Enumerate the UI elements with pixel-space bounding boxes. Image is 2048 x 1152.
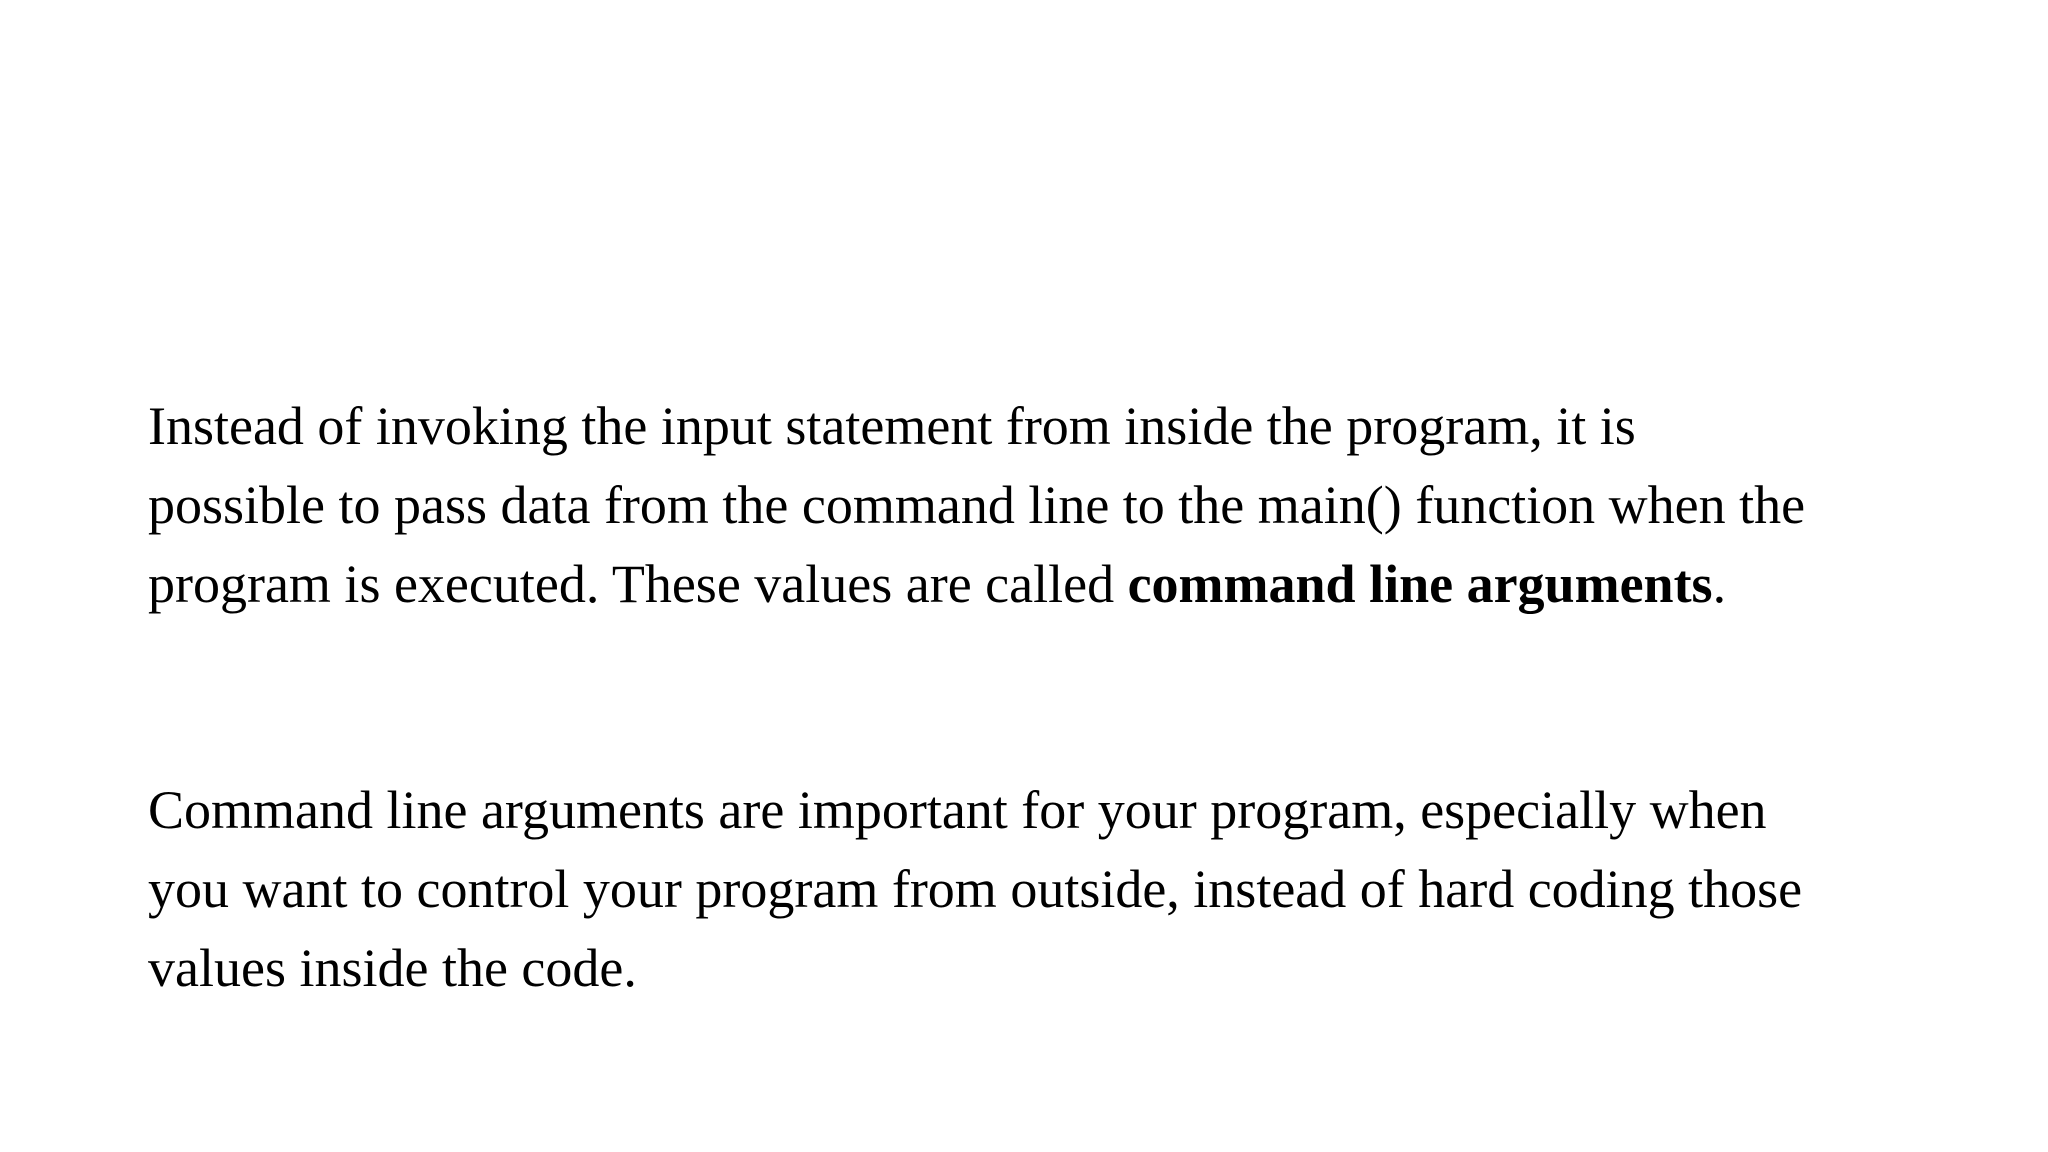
bold-term: command line arguments [1127,554,1713,614]
paragraph-definition [148,387,1948,624]
text-line: possible to pass data from the command line to the main() function when the [148,475,1806,535]
text-segment: . [1712,554,1727,614]
text-line: Instead of invoking the input statement from inside the program, it is [148,396,1636,456]
text-line [148,545,1948,624]
text-segment: program is executed. These values are called [148,554,1128,614]
paragraph-importance [148,771,1948,1008]
text-line: values inside the code. [148,938,637,998]
text-line: Command line arguments are important for your program, especially when [148,780,1767,840]
text-line: you want to control your program from outside, instead of hard coding those [148,859,1803,919]
